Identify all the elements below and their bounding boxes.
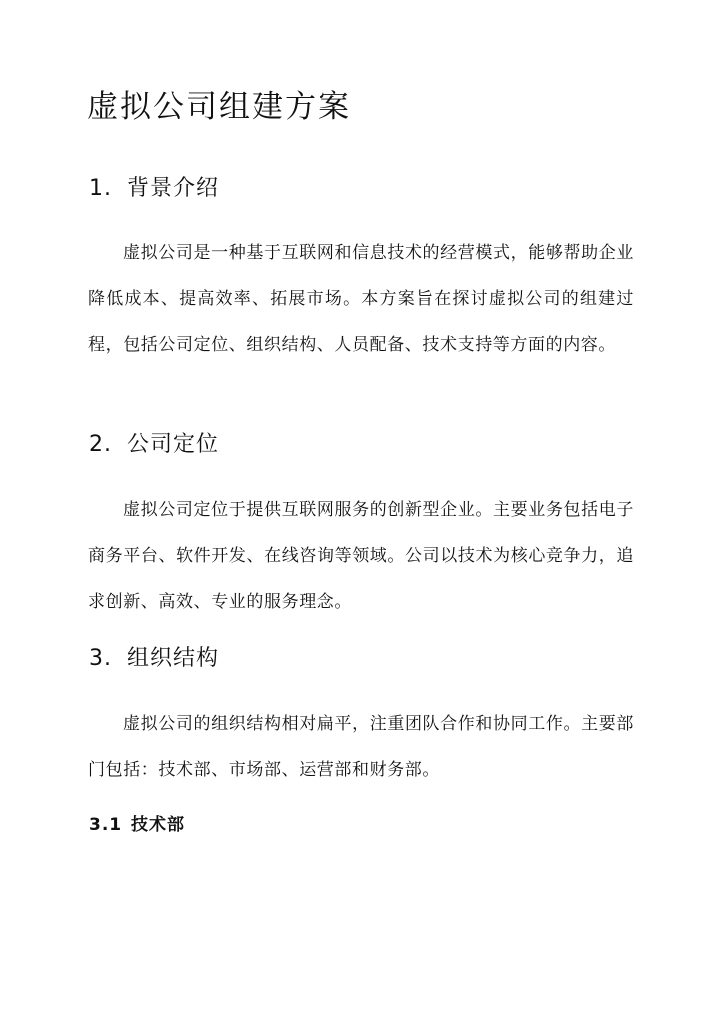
section-title: 组织结构 [127, 646, 220, 671]
subsection-title: 技术部 [131, 815, 185, 835]
section-number: 3. [89, 646, 112, 671]
section-title: 背景介绍 [127, 176, 220, 201]
section-heading-positioning [89, 430, 219, 460]
section-number: 1. [89, 176, 112, 201]
section-heading-structure [89, 644, 219, 674]
section-number: 2. [89, 432, 112, 457]
section-paragraph-positioning: 虚拟公司定位于提供互联网服务的创新型企业。主要业务包括电子商务平台、软件开发、在线咨询等领域。公司以技术为核心竞争力，追求创新、高效、专业的服务理念。 [88, 500, 634, 612]
subsection-heading-tech-dept [89, 813, 185, 837]
section-title: 公司定位 [127, 432, 220, 457]
section-paragraph-background: 虚拟公司是一种基于互联网和信息技术的经营模式，能够帮助企业降低成本、提高效率、拓展市场。本方案旨在探讨虚拟公司的组建过程，包括公司定位、组织结构、人员配备、技术支持等方面的内容。 [88, 243, 634, 355]
section-heading-background [89, 174, 219, 204]
section-paragraph-structure: 虚拟公司的组织结构相对扁平，注重团队合作和协同工作。主要部门包括：技术部、市场部、运营部和财务部。 [88, 714, 634, 780]
subsection-number: 3.1 [89, 815, 123, 835]
document-title: 虚拟公司组建方案 [87, 89, 351, 125]
